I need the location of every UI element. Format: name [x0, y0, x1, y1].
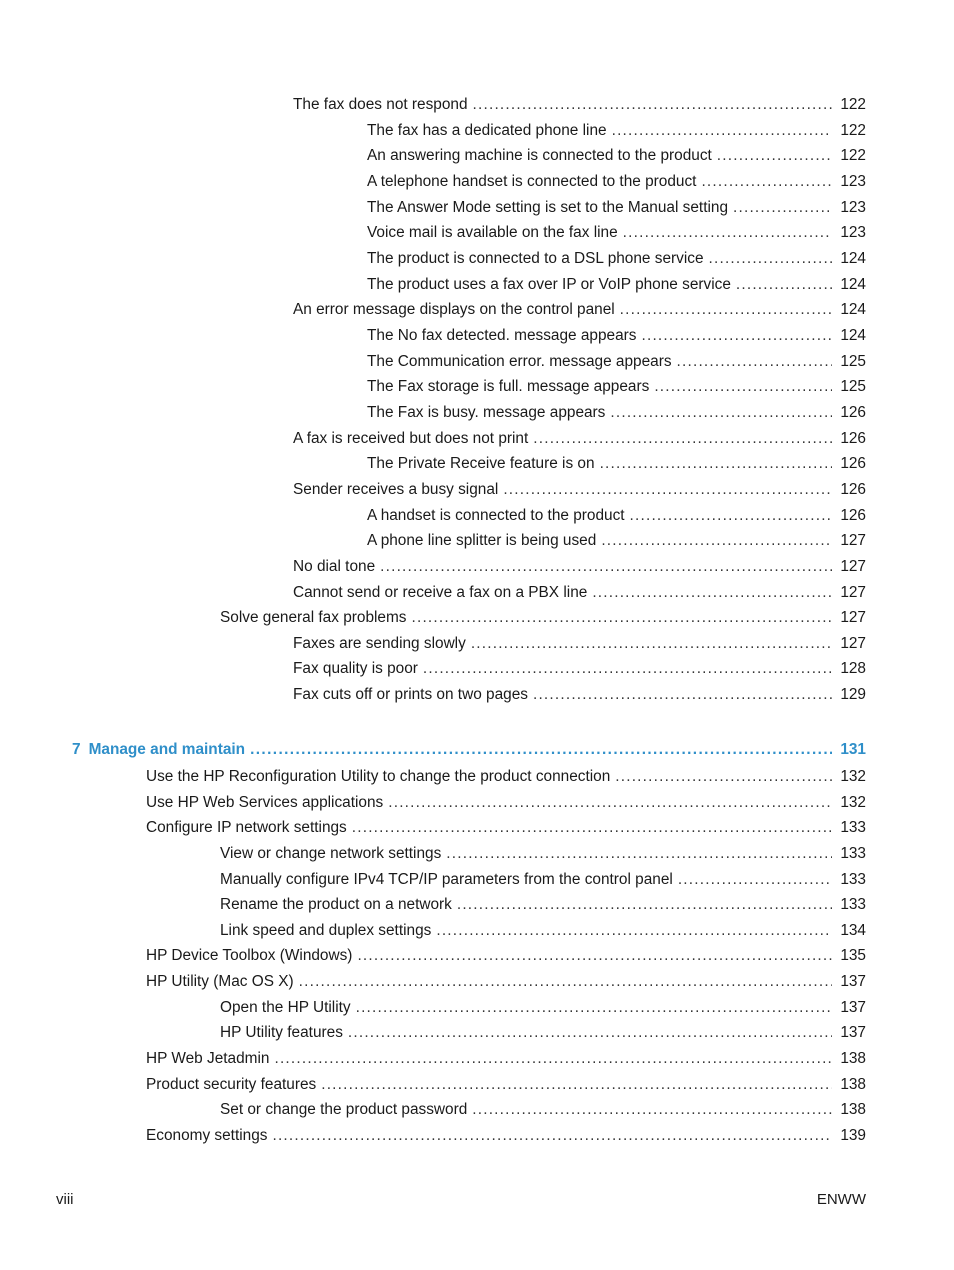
toc-entry-title: The Answer Mode setting is set to the Manual setting — [367, 199, 729, 216]
dot-leader — [457, 894, 832, 916]
toc-entry-title: Configure IP network settings — [146, 819, 347, 836]
dot-leader — [473, 94, 832, 116]
toc-entry-page: 124 — [840, 276, 866, 293]
toc-entry-page: 127 — [840, 558, 866, 575]
toc-entry[interactable] — [0, 428, 866, 450]
dot-leader — [630, 505, 832, 527]
toc-entry-title: The No fax detected. message appears — [367, 327, 637, 344]
toc-entry[interactable] — [0, 145, 866, 167]
dot-leader — [701, 171, 832, 193]
toc-entry-page: 126 — [840, 430, 866, 447]
dot-leader — [356, 997, 832, 1019]
toc-entry-page: 126 — [840, 455, 866, 472]
toc-entry-page: 123 — [840, 199, 866, 216]
dot-leader — [321, 1074, 832, 1096]
dot-leader — [471, 633, 832, 655]
toc-entry-page: 132 — [840, 794, 866, 811]
dot-leader — [412, 607, 833, 629]
toc-entry[interactable] — [0, 633, 866, 655]
dot-leader — [709, 248, 832, 270]
toc-entry-title: No dial tone — [293, 558, 376, 575]
toc-entry-title: Solve general fax problems — [220, 609, 407, 626]
dot-leader — [623, 222, 832, 244]
toc-entry-title: An answering machine is connected to the product — [367, 147, 712, 164]
toc-entry-page: 138 — [840, 1050, 866, 1067]
toc-entry-page: 134 — [840, 922, 866, 939]
toc-entry-title: Economy settings — [146, 1127, 268, 1144]
toc-entry-title: Open the HP Utility — [220, 999, 351, 1016]
toc-entry-title: A telephone handset is connected to the product — [367, 173, 697, 190]
toc-entry-title: Sender receives a busy signal — [293, 481, 499, 498]
toc-entry-title: HP Web Jetadmin — [146, 1050, 270, 1067]
toc-entry-title: A handset is connected to the product — [367, 507, 625, 524]
toc-entry[interactable] — [0, 658, 866, 680]
dot-leader — [642, 325, 833, 347]
toc-entry-page: 137 — [840, 973, 866, 990]
toc-entry-title: Use the HP Reconfiguration Utility to change the product connection — [146, 768, 611, 785]
toc-entry[interactable] — [0, 869, 866, 891]
toc-entry[interactable] — [0, 351, 866, 373]
toc-entry-page: 137 — [840, 999, 866, 1016]
toc-entry[interactable] — [0, 248, 866, 270]
toc-entry-title: HP Device Toolbox (Windows) — [146, 947, 353, 964]
chapter-page: 131 — [840, 741, 866, 758]
chapter-heading[interactable] — [0, 739, 866, 761]
toc-entry-page: 133 — [840, 896, 866, 913]
toc-entry-page: 129 — [840, 686, 866, 703]
toc-entry[interactable] — [0, 120, 866, 142]
dot-leader — [274, 1048, 832, 1070]
toc-entry-title: Faxes are sending slowly — [293, 635, 466, 652]
dot-leader — [436, 920, 832, 942]
toc-entry[interactable] — [0, 505, 866, 527]
footer-page-label: viii — [56, 1191, 74, 1208]
toc-entry-page: 123 — [840, 173, 866, 190]
toc-entry[interactable] — [0, 479, 866, 501]
toc-entry-page: 127 — [840, 635, 866, 652]
toc-entry-title: A phone line splitter is being used — [367, 532, 597, 549]
toc-entry[interactable] — [0, 222, 866, 244]
toc-entry-title: The Fax storage is full. message appears — [367, 378, 650, 395]
toc-entry[interactable] — [0, 1022, 866, 1044]
toc-entry[interactable] — [0, 94, 866, 116]
toc-entry-page: 125 — [840, 378, 866, 395]
dot-leader — [592, 582, 832, 604]
dot-leader — [600, 453, 832, 475]
toc-entry-title: An error message displays on the control panel — [293, 301, 615, 318]
dot-leader — [299, 971, 832, 993]
toc-entry-title: Fax cuts off or prints on two pages — [293, 686, 528, 703]
toc-entry[interactable] — [0, 530, 866, 552]
toc-entry-page: 133 — [840, 819, 866, 836]
toc-entry-page: 122 — [840, 96, 866, 113]
toc-entry-page: 127 — [840, 609, 866, 626]
dot-leader — [654, 376, 832, 398]
dot-leader — [733, 197, 832, 219]
toc-entry-title: The Fax is busy. message appears — [367, 404, 606, 421]
toc-entry[interactable] — [0, 197, 866, 219]
toc-entry-page: 124 — [840, 327, 866, 344]
dot-leader — [533, 428, 832, 450]
dot-leader — [380, 556, 832, 578]
dot-leader — [250, 739, 832, 761]
toc-entry[interactable] — [0, 817, 866, 839]
toc-entry[interactable] — [0, 945, 866, 967]
toc-entry-page: 135 — [840, 947, 866, 964]
toc-entry-title: The product uses a fax over IP or VoIP phone service — [367, 276, 731, 293]
dot-leader — [615, 766, 832, 788]
dot-leader — [678, 869, 832, 891]
toc-entry[interactable] — [0, 582, 866, 604]
toc-entry[interactable] — [0, 299, 866, 321]
toc-entry[interactable] — [0, 402, 866, 424]
toc-entry-title: Fax quality is poor — [293, 660, 418, 677]
toc-entry-page: 125 — [840, 353, 866, 370]
toc-entry-page: 122 — [840, 147, 866, 164]
toc-entry-page: 139 — [840, 1127, 866, 1144]
toc-entry[interactable] — [0, 843, 866, 865]
dot-leader — [423, 658, 832, 680]
toc-entry-title: Rename the product on a network — [220, 896, 452, 913]
toc-entry[interactable] — [0, 920, 866, 942]
toc-entry-title: Use HP Web Services applications — [146, 794, 384, 811]
toc-entry-title: Product security features — [146, 1076, 317, 1093]
toc-entry[interactable] — [0, 894, 866, 916]
toc-entry-title: HP Utility (Mac OS X) — [146, 973, 294, 990]
toc-entry-title: Voice mail is available on the fax line — [367, 224, 618, 241]
toc-entry-page: 127 — [840, 532, 866, 549]
dot-leader — [352, 817, 832, 839]
toc-entry-title: HP Utility features — [220, 1024, 343, 1041]
toc-entry-page: 126 — [840, 507, 866, 524]
toc-entry[interactable] — [0, 556, 866, 578]
toc-entry-title: View or change network settings — [220, 845, 442, 862]
dot-leader — [388, 792, 832, 814]
toc-entry[interactable] — [0, 453, 866, 475]
toc-entry-page: 138 — [840, 1101, 866, 1118]
toc-entry[interactable] — [0, 1125, 866, 1147]
toc-entry-page: 127 — [840, 584, 866, 601]
dot-leader — [612, 120, 832, 142]
toc-entry[interactable] — [0, 792, 866, 814]
dot-leader — [446, 843, 832, 865]
footer-doc-code: ENWW — [816, 1191, 866, 1208]
toc-entry-title: The product is connected to a DSL phone service — [367, 250, 704, 267]
toc-entry[interactable] — [0, 1074, 866, 1096]
toc-entry-title: The fax does not respond — [293, 96, 468, 113]
toc-entry-page: 124 — [840, 301, 866, 318]
toc-entry-title: The Private Receive feature is on — [367, 455, 595, 472]
toc-entry-title: A fax is received but does not print — [293, 430, 529, 447]
toc-entry-page: 124 — [840, 250, 866, 267]
toc-entry-title: Link speed and duplex settings — [220, 922, 432, 939]
toc-entry-page: 133 — [840, 845, 866, 862]
dot-leader — [601, 530, 832, 552]
dot-leader — [677, 351, 832, 373]
dot-leader — [610, 402, 832, 424]
dot-leader — [357, 945, 832, 967]
toc-entry-title: The fax has a dedicated phone line — [367, 122, 607, 139]
toc-entry-title: The Communication error. message appears — [367, 353, 672, 370]
toc-entry-title: Cannot send or receive a fax on a PBX line — [293, 584, 588, 601]
toc-entry-page: 133 — [840, 871, 866, 888]
toc-entry[interactable] — [0, 684, 866, 706]
toc-entry[interactable] — [0, 607, 866, 629]
toc-entry-page: 137 — [840, 1024, 866, 1041]
dot-leader — [348, 1022, 832, 1044]
toc-entry[interactable] — [0, 171, 866, 193]
toc-entry-page: 123 — [840, 224, 866, 241]
toc-entry[interactable] — [0, 971, 866, 993]
toc-entry[interactable] — [0, 325, 866, 347]
toc-entry[interactable] — [0, 274, 866, 296]
toc-entry-page: 126 — [840, 481, 866, 498]
toc-entry[interactable] — [0, 766, 866, 788]
toc-entry-page: 138 — [840, 1076, 866, 1093]
dot-leader — [620, 299, 832, 321]
toc-entry-title: Set or change the product password — [220, 1101, 468, 1118]
chapter-number: 7 — [72, 741, 81, 758]
toc-entry[interactable] — [0, 997, 866, 1019]
toc-entry[interactable] — [0, 376, 866, 398]
toc-entry[interactable] — [0, 1048, 866, 1070]
toc-entry-page: 122 — [840, 122, 866, 139]
chapter-title: Manage and maintain — [88, 741, 246, 758]
dot-leader — [503, 479, 832, 501]
toc-entry-title: Manually configure IPv4 TCP/IP parameters from the control panel — [220, 871, 673, 888]
toc-entry-page: 126 — [840, 404, 866, 421]
dot-leader — [736, 274, 832, 296]
dot-leader — [272, 1125, 832, 1147]
toc-entry-page: 132 — [840, 768, 866, 785]
dot-leader — [533, 684, 832, 706]
toc-entry[interactable] — [0, 1099, 866, 1121]
dot-leader — [717, 145, 832, 167]
toc-entry-page: 128 — [840, 660, 866, 677]
dot-leader — [472, 1099, 832, 1121]
